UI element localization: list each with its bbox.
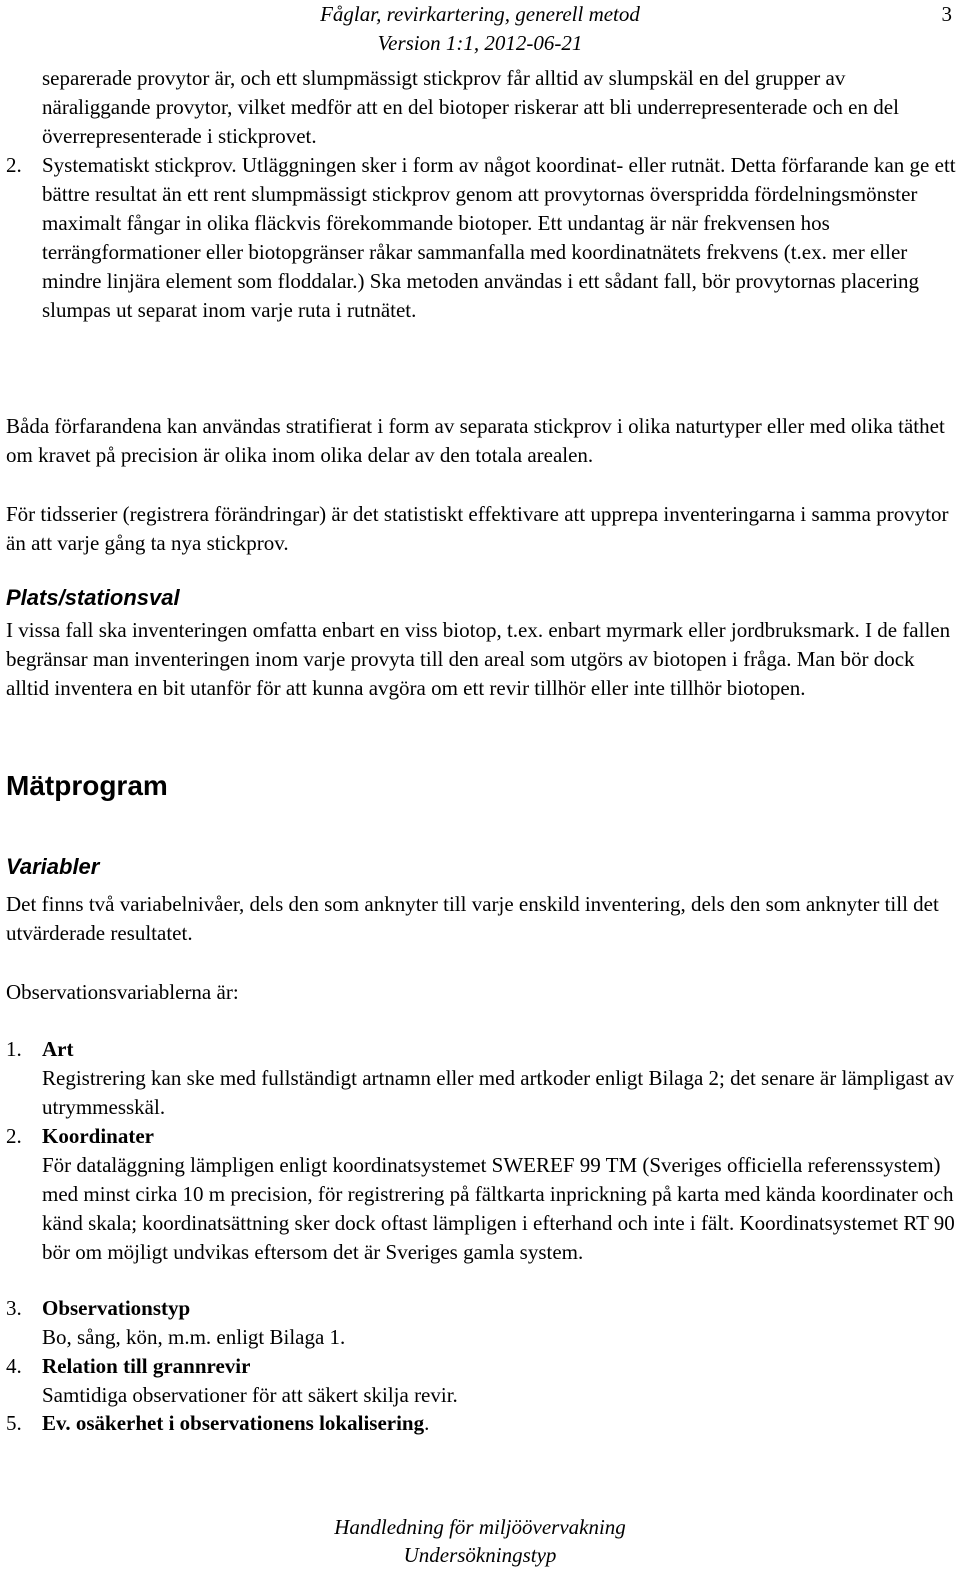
paragraph-time-series: För tidsserier (registrera förändringar) är det statistiskt effektivare att upprepa inventeringarna i samma provytor än att varje gång ta nya stickprov. [6,502,949,555]
list-item-title: Observationstyp [42,1296,191,1320]
list-item-text: För dataläggning lämpligen enligt koordinatsystemet SWEREF 99 TM (Sveriges officiella referenssystem) med minst cirka 10 m precision, för registrering på fältkarta inprickning på karta med kända koordinater och känd skala; koordinatsättning sker dock oftast lämpligen i efterhand och inte i fält. Koordinatsystemet RT 90 bör om möjligt undvikas eftersom det är Sveriges gamla system. [42,1153,955,1264]
list-item [6,1122,956,1267]
list-item-text: Samtidiga observationer för att säkert skilja revir. [42,1383,458,1407]
page-footer [0,1513,960,1569]
observation-variables-intro: Observationsvariablerna är: [6,980,239,1004]
list-item-text: Registrering kan ske med fullständigt artnamn eller med artkoder enligt Bilaga 2; det senare är lämpligast av utrymmesskäl. [42,1066,955,1119]
item-number: 2. [6,153,22,177]
document-version: Version 1:1, 2012-06-21 [377,31,583,55]
list-item [6,1035,956,1122]
list-item-number: 2. [6,1124,22,1148]
paragraph-stratified: Båda förfarandena kan användas stratifierat i form av separata stickprov i olika naturtyper eller med olika täthet om kravet på precision är olika inom olika delar av den totala arealen. [6,414,945,467]
list-item-suffix: . [424,1411,430,1435]
footer-line-1: Handledning för miljöövervakning [334,1515,626,1539]
paragraph-systematic-sampling: Systematiskt stickprov. Utläggningen sker i form av något koordinat- eller rutnät. Detta förfarande kan ge ett bättre resultat än ett rent slumpmässigt stickprov genom att provytornas överspridda fördelningsmönster maximalt fångar in olika fläckvis förekommande biotoper. Ett undantag är när frekvensen hos terrängformationer eller biotopgränser råkar sammanfalla med koordinatnätets frekvens (t.ex. mer eller mindre linjära element som floddalar.) Ska metoden användas i ett sådant fall, bör provytornas placering slumpas ut separat inom varje ruta i rutnätet. [42,153,956,322]
list-item-text: Bo, sång, kön, m.m. enligt Bilaga 1. [42,1325,346,1349]
list-item-title: Art [42,1037,74,1061]
page-number: 3 [941,2,952,26]
heading-variabler: Variabler [6,854,100,879]
list-item-title: Relation till grannrevir [42,1354,251,1378]
document-title: Fåglar, revirkartering, generell metod [320,2,640,26]
systematic-sampling-item [6,151,956,325]
list-item-title: Koordinater [42,1124,154,1148]
page-header [0,0,960,58]
list-item [6,1352,956,1410]
paragraph-plats: I vissa fall ska inventeringen omfatta enbart en viss biotop, t.ex. enbart myrmark eller jordbruksmark. I de fallen begränsar man inventeringen inom varje provyta till den areal som utgörs av biotopen i fråga. Man bör dock alltid inventera en bit utanför för att kunna avgöra om ett revir tillhör eller inte tillhör biotopen. [6,618,951,700]
paragraph-sampling-continued: separerade provytor är, och ett slumpmässigt stickprov får alltid av slumpskäl en del grupper av näraliggande provytor, vilket medför att en del biotoper riskerar att bli underrepresenterade och en del överrepresenterade i stickprovet. [42,66,899,148]
list-item-number: 3. [6,1296,22,1320]
heading-matprogram: Mätprogram [6,770,168,801]
list-item-number: 5. [6,1411,22,1435]
paragraph-variabler: Det finns två variabelnivåer, dels den som anknyter till varje enskild inventering, dels den som anknyter till det utvärderade resultatet. [6,892,939,945]
heading-plats-stationsval: Plats/stationsval [6,585,180,610]
list-item-title: Ev. osäkerhet i observationens lokalisering [42,1411,425,1435]
list-item-number: 1. [6,1037,22,1061]
footer-line-2: Undersökningstyp [403,1543,557,1567]
list-item [6,1294,956,1352]
list-item-number: 4. [6,1354,22,1378]
list-item [6,1409,956,1438]
